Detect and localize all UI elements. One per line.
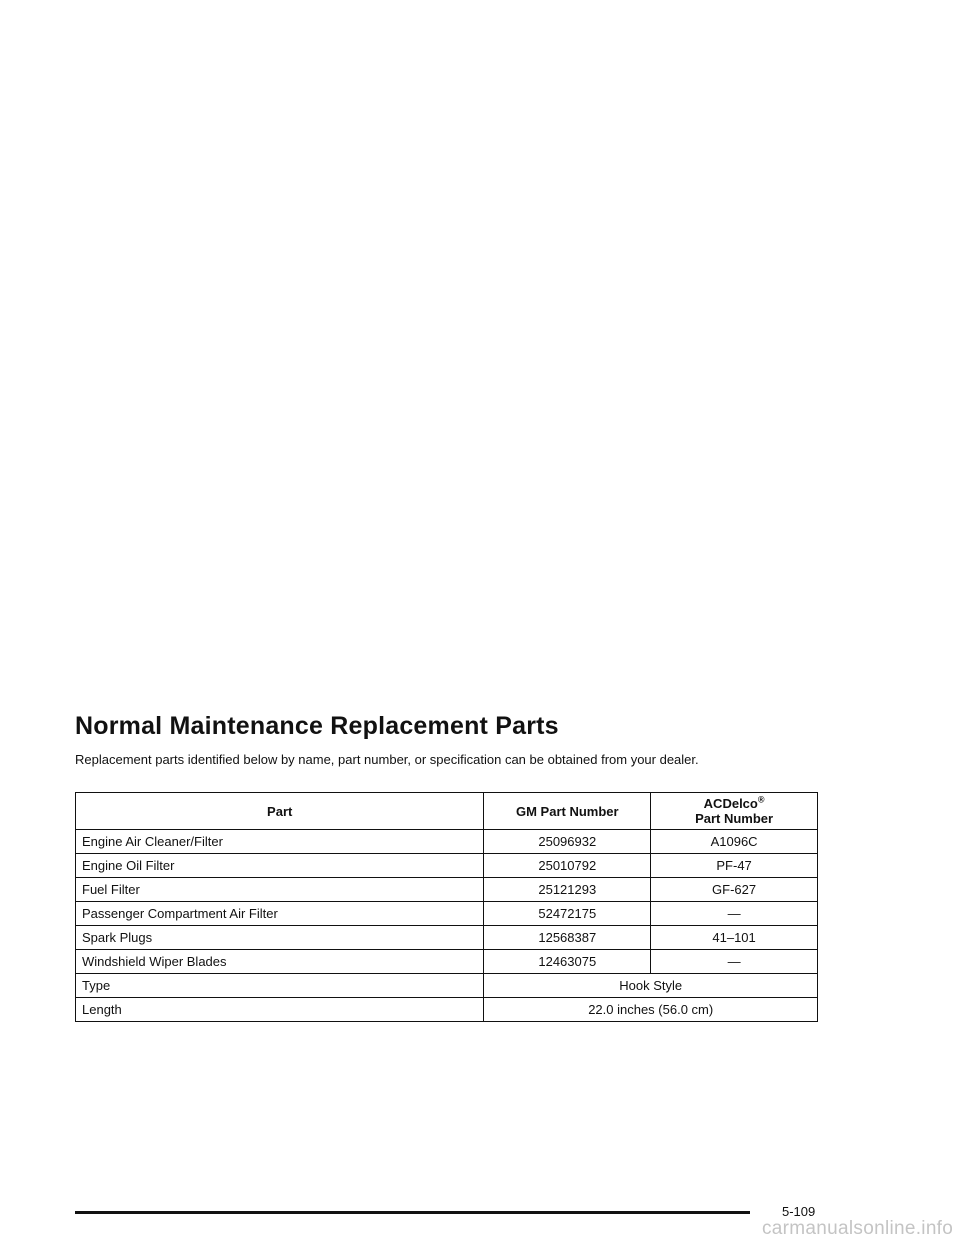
cell-part: Passenger Compartment Air Filter: [76, 902, 484, 926]
table-row: [76, 830, 818, 854]
cell-part: Fuel Filter: [76, 878, 484, 902]
header-acdelco-part-number: [651, 793, 818, 830]
table-header-row: [76, 793, 818, 830]
header-part: Part: [76, 793, 484, 830]
cell-part: Engine Oil Filter: [76, 854, 484, 878]
cell-gm-part-number: 25010792: [484, 854, 651, 878]
cell-gm-part-number: 25096932: [484, 830, 651, 854]
replacement-parts-table: [75, 792, 818, 1022]
table-row: [76, 902, 818, 926]
table-row: [76, 950, 818, 974]
table-row: [76, 854, 818, 878]
header-acdelco-sub: Part Number: [695, 811, 774, 826]
cell-acdelco-part-number: —: [651, 902, 818, 926]
table-spec-row: [76, 998, 818, 1022]
cell-spec-label: Type: [76, 974, 484, 998]
table-spec-row: [76, 974, 818, 998]
cell-gm-part-number: 25121293: [484, 878, 651, 902]
table-row: [76, 878, 818, 902]
cell-acdelco-part-number: —: [651, 950, 818, 974]
cell-acdelco-part-number: 41–101: [651, 926, 818, 950]
cell-acdelco-part-number: A1096C: [651, 830, 818, 854]
page-number: 5-109: [782, 1204, 816, 1219]
intro-text: Replacement parts identified below by name, part number, or specification can be obtained from your dealer.: [75, 752, 699, 767]
cell-acdelco-part-number: GF-627: [651, 878, 818, 902]
header-acdelco-brand: ACDelco: [703, 796, 758, 811]
section-heading: Normal Maintenance Replacement Parts: [75, 712, 559, 740]
table-row: [76, 926, 818, 950]
cell-spec-label: Length: [76, 998, 484, 1022]
watermark: carmanualsonline.info: [762, 1218, 954, 1239]
cell-part: Engine Air Cleaner/Filter: [76, 830, 484, 854]
cell-part: Windshield Wiper Blades: [76, 950, 484, 974]
cell-part: Spark Plugs: [76, 926, 484, 950]
cell-acdelco-part-number: PF-47: [651, 854, 818, 878]
cell-gm-part-number: 12568387: [484, 926, 651, 950]
cell-gm-part-number: 52472175: [484, 902, 651, 926]
header-gm-part-number: GM Part Number: [484, 793, 651, 830]
registered-mark: ®: [757, 794, 765, 805]
cell-spec-value: Hook Style: [484, 974, 818, 998]
footer-rule: [75, 1211, 750, 1214]
cell-spec-value: 22.0 inches (56.0 cm): [484, 998, 818, 1022]
cell-gm-part-number: 12463075: [484, 950, 651, 974]
